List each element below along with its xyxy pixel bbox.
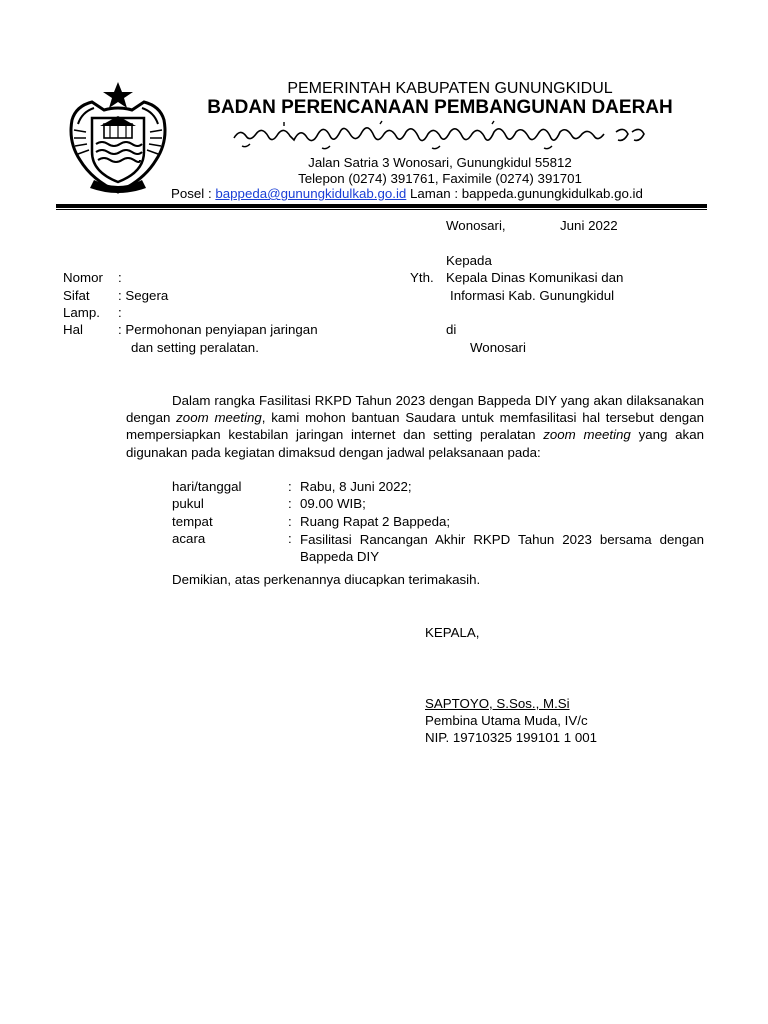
hal-value-line-1: : Permohonan penyiapan jaringan bbox=[118, 322, 318, 337]
place: Wonosari, bbox=[446, 218, 506, 233]
hal-value-line-2: dan setting peralatan. bbox=[131, 340, 259, 355]
schedule-value-agenda: Fasilitasi Rancangan Akhir RKPD Tahun 2023 bersama dengan Bappeda DIY bbox=[300, 532, 704, 565]
signatory-name: SAPTOYO, S.Sos., M.Si bbox=[425, 696, 570, 711]
closing-sentence: Demikian, atas perkenannya diucapkan terimakasih. bbox=[172, 572, 481, 587]
contact-line bbox=[171, 186, 643, 202]
body-paragraph bbox=[126, 392, 704, 461]
nomor-label: Nomor bbox=[63, 270, 103, 285]
schedule-sep-agenda: : bbox=[288, 531, 292, 546]
schedule-value-date: Rabu, 8 Juni 2022; bbox=[300, 479, 412, 494]
gov-name: PEMERINTAH KABUPATEN GUNUNGKIDUL bbox=[287, 80, 613, 97]
body-text-3: yang akan digunakan pada kegiatan dimaksud dengan jadwal pelaksanaan pada: bbox=[126, 427, 704, 460]
hal-label: Hal bbox=[63, 322, 83, 337]
signatory-nip: NIP. 19710325 199101 1 001 bbox=[425, 730, 598, 745]
recipient-line-1: Kepala Dinas Komunikasi dan bbox=[446, 270, 624, 285]
schedule-value-place: Ruang Rapat 2 Bappeda; bbox=[300, 514, 451, 529]
agency-name: BADAN PERENCANAAN PEMBANGUNAN DAERAH bbox=[207, 97, 673, 118]
body-em-2: zoom meeting bbox=[543, 427, 631, 443]
nomor-separator: : bbox=[118, 270, 122, 285]
signatory-rank: Pembina Utama Muda, IV/c bbox=[425, 713, 588, 728]
lamp-separator: : bbox=[118, 305, 122, 320]
recipient-city: Wonosari bbox=[470, 340, 526, 355]
recipient-line-2: Informasi Kab. Gunungkidul bbox=[450, 288, 615, 303]
recipient-kepada: Kepada bbox=[446, 253, 492, 268]
recipient-yth: Yth. bbox=[410, 270, 434, 285]
javanese-script-line bbox=[232, 120, 648, 150]
email-link[interactable]: bappeda@gunungkidulkab.go.id bbox=[215, 186, 407, 201]
schedule-sep-place: : bbox=[288, 514, 292, 529]
signatory-title: KEPALA, bbox=[425, 625, 480, 640]
body-text-1: Dalam rangka Fasilitasi RKPD Tahun 2023 dengan Bappeda DIY yang akan dilaksanakan dengan bbox=[126, 393, 704, 426]
letter-date: Juni 2022 bbox=[560, 218, 618, 233]
address: Jalan Satria 3 Wonosari, Gunungkidul 55812 bbox=[308, 155, 572, 170]
schedule-sep-time: : bbox=[288, 496, 292, 511]
schedule-sep-date: : bbox=[288, 479, 292, 494]
sifat-value: : Segera bbox=[118, 288, 169, 303]
phone-fax: Telepon (0274) 391761, Faximile (0274) 391701 bbox=[298, 171, 582, 186]
regency-emblem bbox=[64, 80, 172, 198]
schedule-label-agenda: acara bbox=[172, 531, 206, 546]
schedule-value-time: 09.00 WIB; bbox=[300, 496, 366, 511]
sifat-label: Sifat bbox=[63, 288, 90, 303]
header-rule-thick bbox=[56, 204, 707, 208]
schedule-label-date: hari/tanggal bbox=[172, 479, 242, 494]
recipient-di: di bbox=[446, 322, 457, 337]
body-text-2: , kami mohon bantuan Saudara untuk memfasilitasi hal tersebut dengan mempersiapkan kestabilan jaringan internet dan setting peralatan bbox=[126, 410, 704, 443]
body-em-1: zoom meeting bbox=[176, 410, 262, 426]
website-text: Laman : bappeda.gunungkidulkab.go.id bbox=[410, 186, 643, 201]
header-rule-thin bbox=[56, 209, 707, 210]
schedule-label-place: tempat bbox=[172, 514, 213, 529]
schedule-label-time: pukul bbox=[172, 496, 204, 511]
posel-label: Posel : bbox=[171, 186, 212, 201]
lamp-label: Lamp. bbox=[63, 305, 100, 320]
